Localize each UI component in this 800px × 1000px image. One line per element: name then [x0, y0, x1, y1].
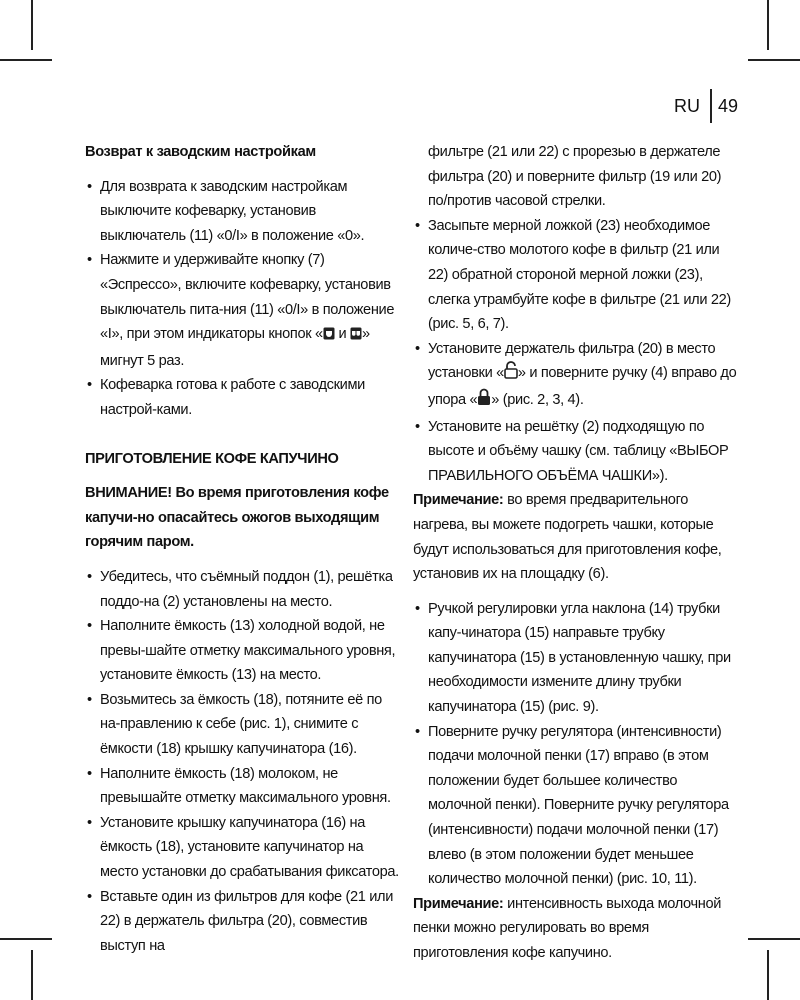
list-item: • Кофеварка готова к работе с заводскими настрой-ками. — [85, 373, 405, 422]
crop-mark — [0, 59, 52, 61]
cup-single-icon — [323, 324, 335, 349]
list-item: • Наполните ёмкость (18) молоком, не превышайте отметку максимального уровня. — [85, 762, 405, 811]
continuation-text: фильтре (21 или 22) с прорезью в держателе фильтра (20) и поверните фильтр (19 или 20) по/против часовой стрелки. — [428, 144, 722, 210]
right-list-2 — [413, 597, 743, 892]
list-item: • Установите на решётку (2) подходящую по высоте и объёму чашку (см. таблицу «ВЫБОР ПРАВИЛЬНОГО ОБЪЁМА ЧАШКИ»). — [413, 415, 743, 489]
warning-text: ВНИМАНИЕ! Во время приготовления кофе капучи-но опасайтесь ожогов выходящим горячим паром. — [85, 485, 389, 551]
cup-double-icon — [350, 324, 362, 349]
crop-mark — [748, 59, 800, 61]
list-item: • Установите держатель фильтра (20) в место установки « » и поверните ручку (4) вправо до упора « » (рис. 2, 3, 4). — [413, 337, 743, 415]
left-column — [85, 140, 405, 958]
crop-mark — [31, 950, 33, 1000]
cappuccino-heading: ПРИГОТОВЛЕНИЕ КОФЕ КАПУЧИНО — [85, 450, 339, 467]
lock-open-icon — [504, 361, 518, 388]
list-item: • Возьмитесь за ёмкость (18), потяните её по на-правлению к себе (рис. 1), снимите с ёмкости (18) крышку капучинатора (16). — [85, 688, 405, 762]
list-item: • Нажмите и удерживайте кнопку (7) «Эспрессо», включите кофеварку, установив выключатель пита-ния (11) «0/I» в положение «I», при этом индикаторы кнопок « и » мигнут 5 раз. — [85, 248, 405, 373]
crop-mark — [767, 950, 769, 1000]
page-number: 49 — [717, 95, 738, 116]
language-code: RU — [673, 95, 700, 116]
list-item: • Вставьте один из фильтров для кофе (21 или 22) в держатель фильтра (20), совместив выступ на — [85, 885, 405, 959]
right-list — [413, 214, 743, 489]
note-2: Примечание: интенсивность выхода молочной пенки можно регулировать во время приготовления кофе капучино. — [413, 895, 722, 961]
reset-list — [85, 175, 405, 423]
list-item: • Поверните ручку регулятора (интенсивности) подачи молочной пенки (17) вправо (в этом положении будет большее количество молочной пенки). Поверните ручку регулятора (интенсивности) подачи молочной пенки (17) влево (в этом положении будет меньшее количество молочной пенки) (рис. 10, 11). — [413, 720, 743, 892]
crop-mark — [767, 0, 769, 50]
reset-heading: Возврат к заводским настройкам — [85, 144, 316, 160]
cappuccino-steps — [85, 565, 405, 959]
crop-mark — [0, 938, 52, 940]
list-item: • Засыпьте мерной ложкой (23) необходимое количе-ство молотого кофе в фильтр (21 или 22) обратной стороной мерной ложки (23), слегка утрамбуйте кофе в фильтре (21 или 22) (рис. 5, 6, 7). — [413, 214, 743, 337]
right-column — [413, 140, 743, 966]
list-item: • Наполните ёмкость (13) холодной водой, не превы-шайте отметку максимального уровня, установите ёмкость (13) на место. — [85, 614, 405, 688]
crop-mark — [748, 938, 800, 940]
crop-mark — [31, 0, 33, 50]
note-1: Примечание: во время предварительного нагрева, вы можете подогреть чашки, которые будут использоваться для приготовления кофе, установив их на площадку (6). — [413, 492, 722, 583]
list-item: • Ручкой регулировки угла наклона (14) трубки капу-чинатора (15) направьте трубку капучинатора (15) в установленную чашку, при необходимости измените длину трубки капучинатора (15) (рис. 9). — [413, 597, 743, 720]
list-item: • Установите крышку капучинатора (16) на ёмкость (18), установите капучинатор на место установки до срабатывания фиксатора. — [85, 811, 405, 885]
lock-closed-icon — [477, 388, 491, 415]
list-item: • Убедитесь, что съёмный поддон (1), решётка поддо-на (2) установлены на место. — [85, 565, 405, 614]
list-item: • Для возврата к заводским настройкам выключите кофеварку, установив выключатель (11) «0/I» в положение «0». — [85, 175, 405, 249]
page-header — [674, 89, 738, 123]
